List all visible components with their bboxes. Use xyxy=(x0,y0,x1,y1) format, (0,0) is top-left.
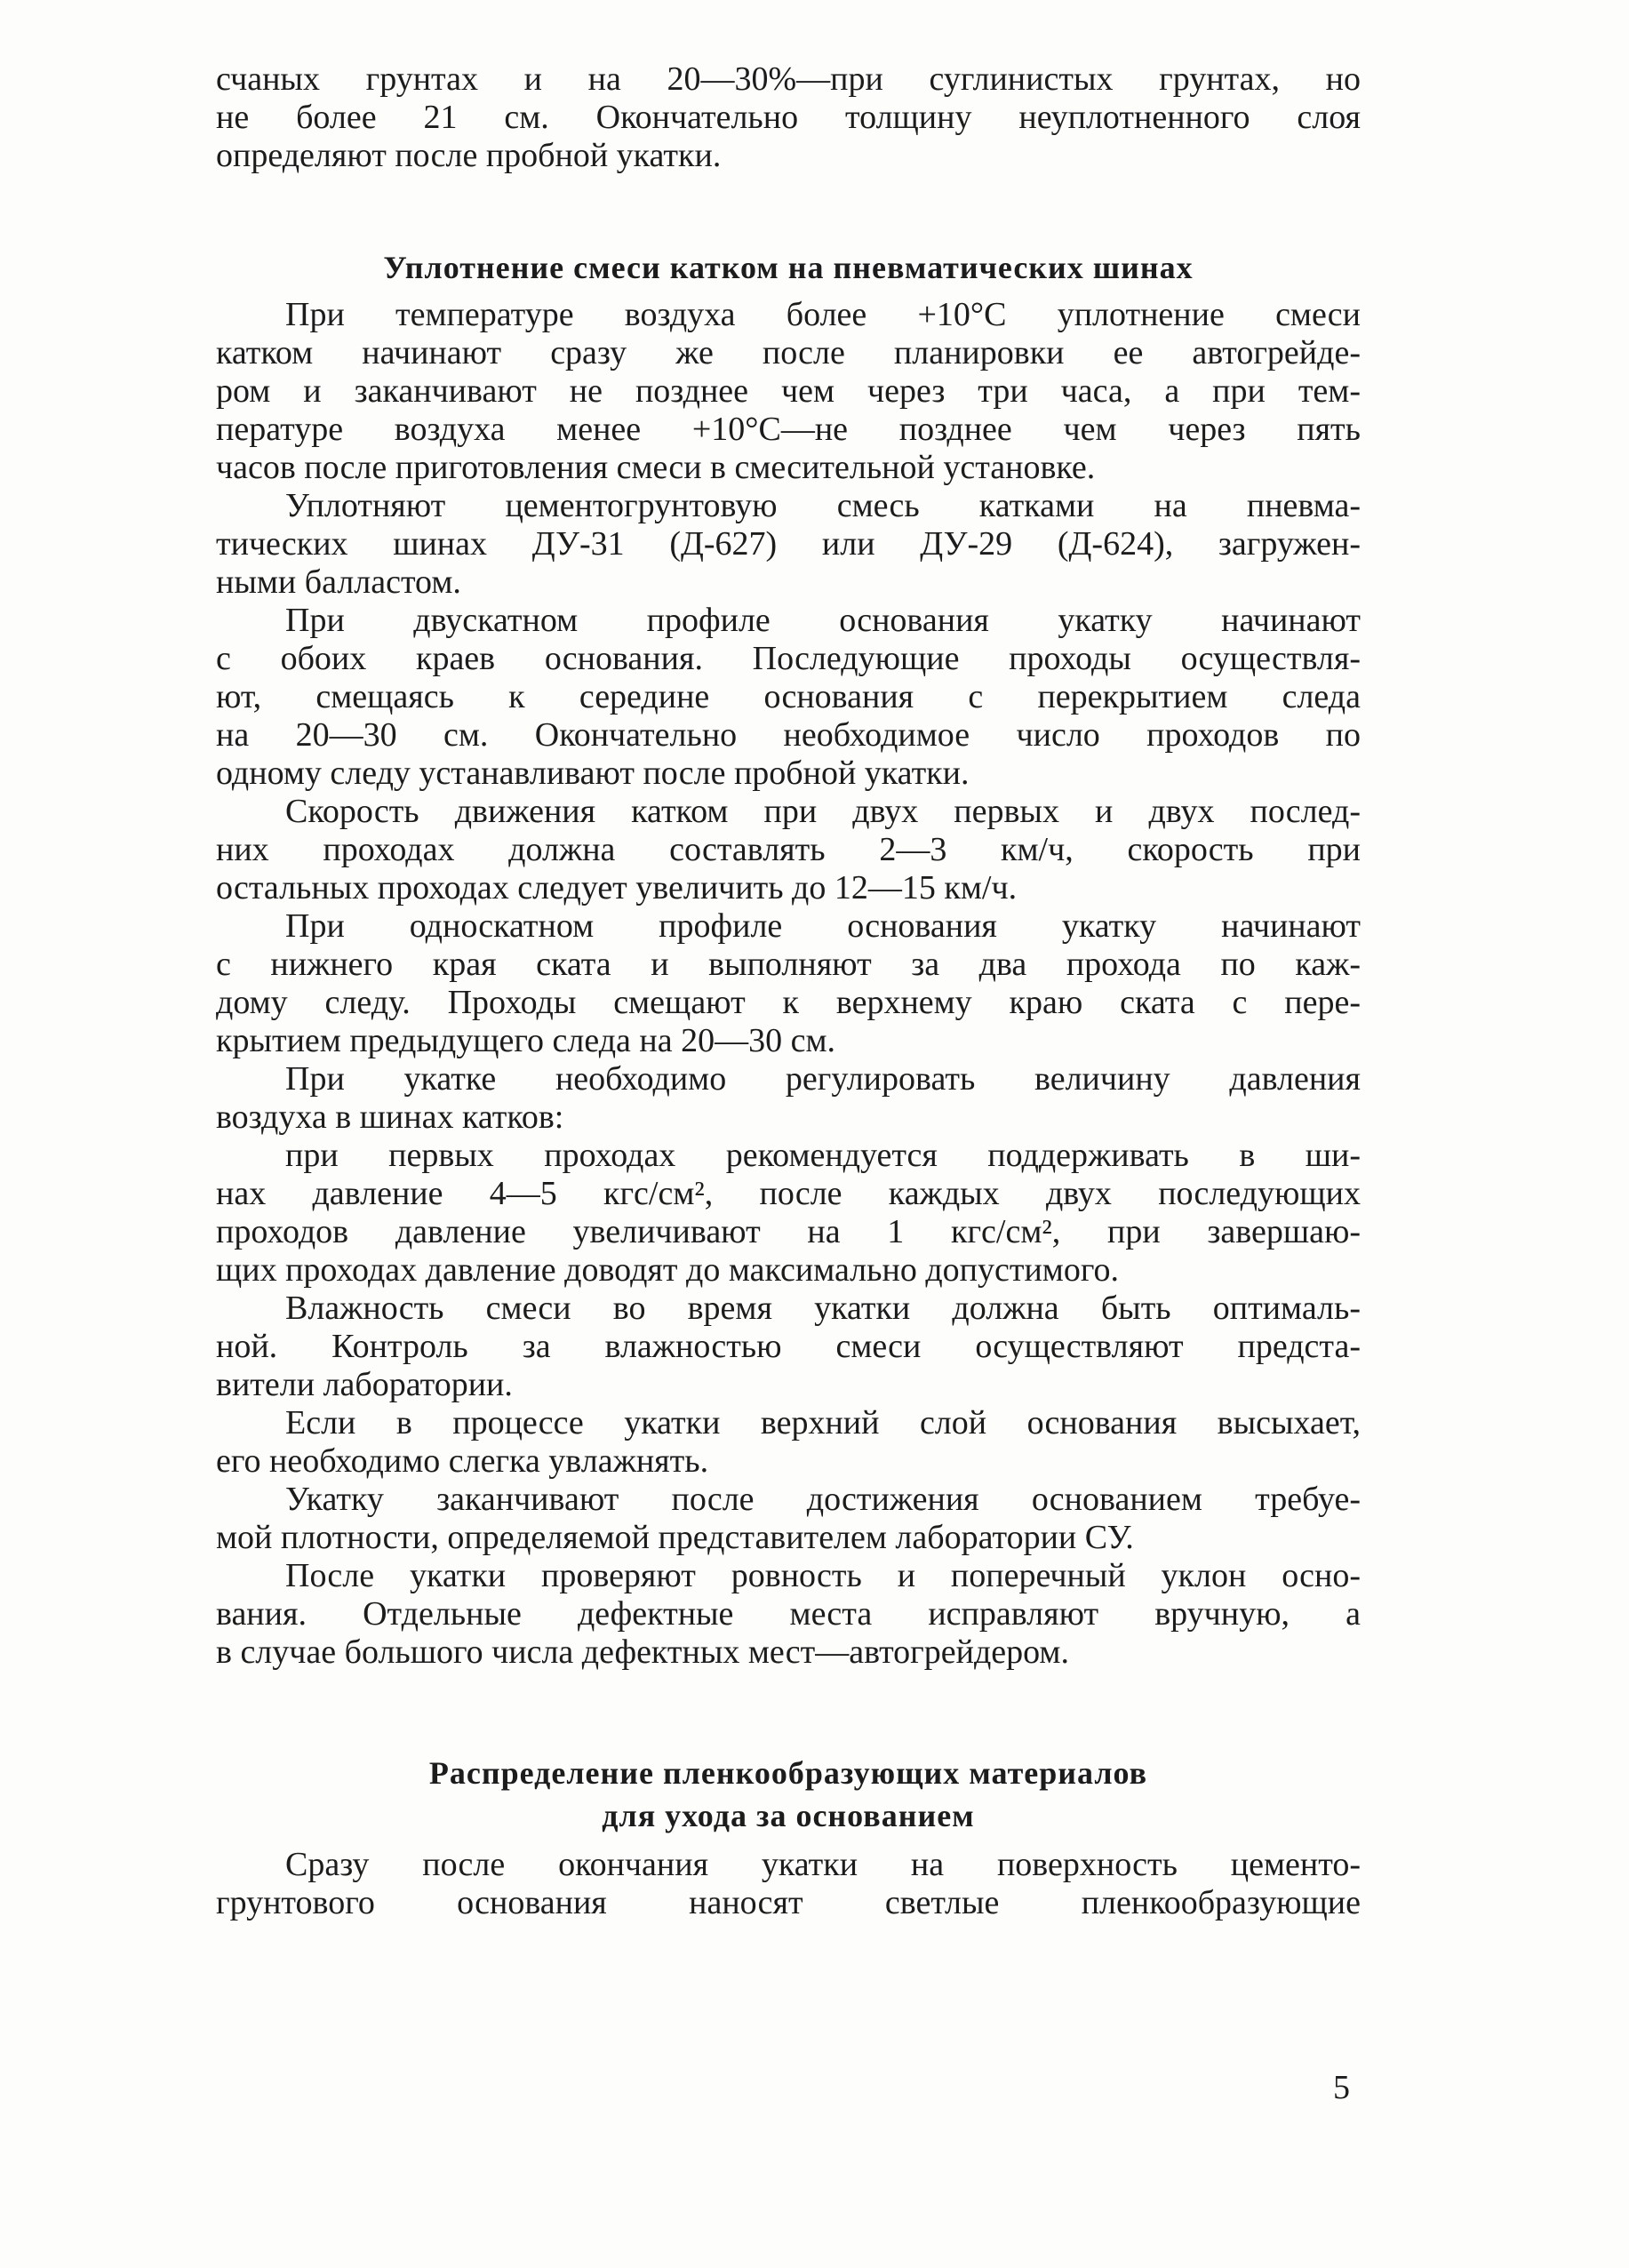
text-line: Укатку заканчивают после достижения основанием требуе- xyxy=(285,1481,1361,1518)
text-line: Влажность смеси во время укатки должна быть оптималь- xyxy=(285,1290,1361,1327)
text-line: при первых проходах рекомендуется поддерживать в ши- xyxy=(285,1137,1361,1174)
text-line: часов после приготовления смеси в смесительной установке. xyxy=(216,449,1096,486)
text-line: щих проходах давление доводят до максимально допустимого. xyxy=(216,1251,1119,1289)
paragraph xyxy=(216,602,1361,793)
paragraph xyxy=(216,1557,1361,1672)
text-line: не более 21 см. Окончательно толщину неуплотненного слоя xyxy=(216,99,1361,136)
text-line: вания. Отдельные дефектные места исправляют вручную, а xyxy=(216,1595,1361,1633)
paragraph xyxy=(216,296,1361,487)
text-line: Если в процессе укатки верхний слой основания высыхает, xyxy=(285,1404,1361,1441)
section-heading: Уплотнение смеси катком на пневматических шинах xyxy=(383,250,1194,285)
text-line: Сразу после окончания укатки на поверхность цементо- xyxy=(285,1846,1361,1883)
paragraph xyxy=(216,487,1361,602)
text-line: проходов давление увеличивают на 1 кгс/см², при завершаю- xyxy=(216,1213,1361,1250)
paragraph xyxy=(216,1481,1361,1557)
text-line: нах давление 4—5 кгс/см², после каждых двух последующих xyxy=(216,1175,1361,1212)
text-line: Скорость движения катком при двух первых и двух послед- xyxy=(285,793,1361,830)
text-line: ют, смещаясь к середине основания с перекрытием следа xyxy=(216,678,1361,715)
text-line: них проходах должна составлять 2—3 км/ч, скорость при xyxy=(216,831,1361,868)
text-line: тических шинах ДУ-31 (Д-627) или ДУ-29 (Д-624), загружен- xyxy=(216,525,1361,563)
text-line: ром и заканчивают не позднее чем через три часа, а при тем- xyxy=(216,372,1361,410)
text-line: грунтового основания наносят светлые пленкообразующие xyxy=(216,1884,1361,1921)
text-line: При односкатном профиле основания укатку начинают xyxy=(285,907,1361,945)
text-line: вители лаборатории. xyxy=(216,1366,513,1403)
text-line: После укатки проверяют ровность и поперечный уклон осно- xyxy=(285,1557,1361,1594)
text-line: на 20—30 см. Окончательно необходимое число проходов по xyxy=(216,716,1361,754)
text-line: с нижнего края ската и выполняют за два прохода по каж- xyxy=(216,946,1361,983)
paragraph xyxy=(216,907,1361,1060)
section-heading-line-2: для ухода за основанием xyxy=(602,1798,975,1833)
text-line: одному следу устанавливают после пробной укатки. xyxy=(216,755,970,792)
paragraph xyxy=(216,793,1361,907)
text-line: При температуре воздуха более +10°С уплотнение смеси xyxy=(285,296,1361,333)
text-line: При двускатном профиле основания укатку начинают xyxy=(285,602,1361,639)
paragraph xyxy=(216,1290,1361,1404)
text-line: При укатке необходимо регулировать величину давления xyxy=(285,1060,1361,1098)
text-line: дому следу. Проходы смещают к верхнему краю ската с пере- xyxy=(216,984,1361,1021)
intro-paragraph xyxy=(216,60,1361,175)
paragraph xyxy=(216,1404,1361,1481)
text-line: воздуха в шинах катков: xyxy=(216,1098,564,1136)
text-line: ными балластом. xyxy=(216,563,461,601)
section-heading-line-1: Распределение пленкообразующих материалов xyxy=(428,1755,1148,1791)
text-line: его необходимо слегка увлажнять. xyxy=(216,1442,709,1480)
paragraph xyxy=(216,1060,1361,1137)
text-column xyxy=(216,60,1361,1922)
text-line: ной. Контроль за влажностью смеси осуществляют предста- xyxy=(216,1328,1361,1365)
text-line: счаных грунтах и на 20—30%—при суглинистых грунтах, но xyxy=(216,60,1361,98)
paragraph xyxy=(216,1137,1361,1290)
text-line: пературе воздуха менее +10°С—не позднее чем через пять xyxy=(216,411,1361,448)
text-line: определяют после пробной укатки. xyxy=(216,137,722,174)
page-number: 5 xyxy=(1333,2069,1350,2106)
text-line: мой плотности, определяемой представителем лаборатории СУ. xyxy=(216,1519,1134,1556)
text-line: катком начинают сразу же после планировки ее автогрейде- xyxy=(216,334,1361,371)
text-line: крытием предыдущего следа на 20—30 см. xyxy=(216,1022,836,1059)
paragraph xyxy=(216,1846,1361,1922)
text-line: остальных проходах следует увеличить до 12—15 км/ч. xyxy=(216,869,1018,906)
text-line: Уплотняют цементогрунтовую смесь катками на пневма- xyxy=(285,487,1361,524)
text-line: в случае большого числа дефектных мест—автогрейдером. xyxy=(216,1633,1069,1671)
text-line: с обоих краев основания. Последующие проходы осуществля- xyxy=(216,640,1361,677)
